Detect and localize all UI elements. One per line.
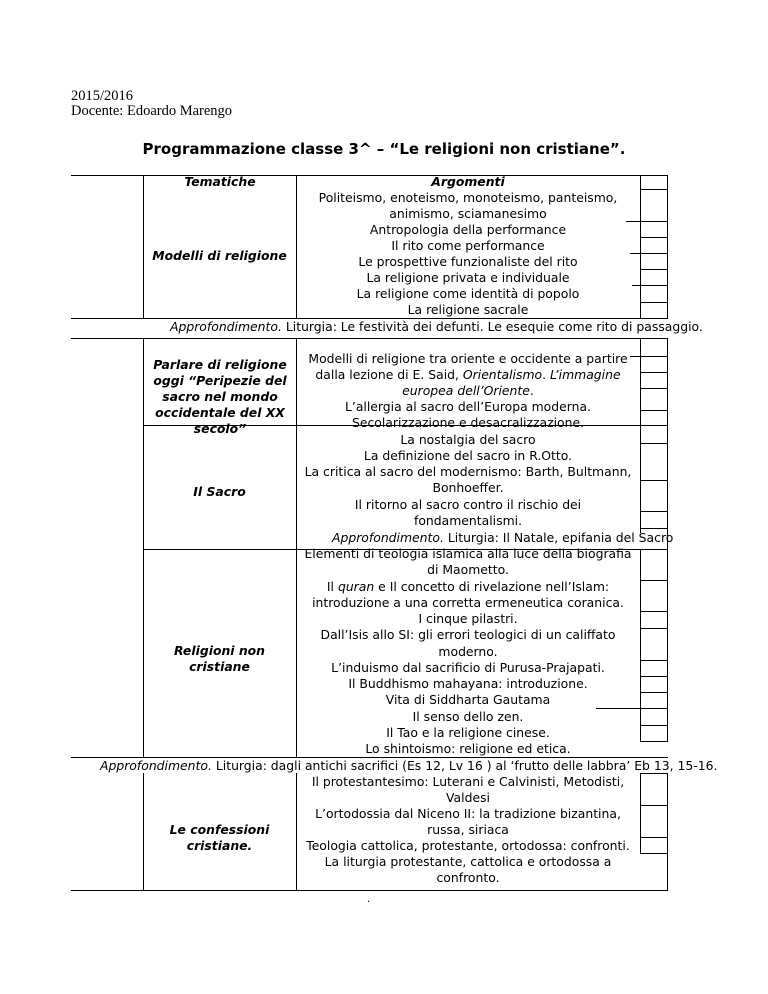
table-rule bbox=[143, 338, 144, 425]
table-rule bbox=[640, 175, 641, 318]
argument-line bbox=[315, 367, 620, 383]
argument-text: e Il concetto di rivelazione nell’Islam: bbox=[374, 579, 610, 594]
argument-line: I cinque pilastri. bbox=[418, 611, 518, 626]
table-rule bbox=[640, 805, 668, 806]
table-rule bbox=[632, 285, 668, 286]
table-rule bbox=[640, 443, 668, 444]
argument-line: Secolarizzazione e desacralizzazione. bbox=[351, 415, 585, 430]
table-rule bbox=[640, 338, 641, 425]
table-rule bbox=[296, 773, 297, 890]
table-rule bbox=[71, 175, 668, 176]
argument-text: . bbox=[529, 383, 534, 398]
argument-emphasis: europea dell’Oriente bbox=[402, 383, 530, 398]
argument-line: Valdesi bbox=[446, 790, 490, 805]
table-rule bbox=[640, 388, 668, 389]
table-rule bbox=[71, 890, 668, 891]
table-rule bbox=[640, 269, 668, 270]
table-rule bbox=[667, 175, 668, 318]
topic-parlare-di-religione-oggi: Parlare di religione oggi “Peripezie del sacro nel mondo occidentale del XX secolo” bbox=[153, 357, 287, 436]
table-rule bbox=[626, 221, 668, 222]
table-rule bbox=[296, 175, 297, 318]
argument-line: moderno. bbox=[438, 644, 498, 659]
argument-text: . bbox=[542, 367, 551, 382]
argument-line: L’induismo dal sacrificio di Purusa-Prajapati. bbox=[331, 660, 605, 675]
approfondimento-label: Approfondimento. bbox=[170, 319, 282, 334]
table-rule bbox=[296, 425, 297, 549]
column-header-argomenti: Argomenti bbox=[431, 174, 505, 189]
argument-line: Il protestantesimo: Luterani e Calvinisti, Metodisti, bbox=[311, 774, 625, 789]
argument-line: Elementi di teologia islamica alla luce della biografia bbox=[304, 546, 632, 561]
table-rule bbox=[640, 837, 668, 838]
table-rule bbox=[71, 338, 668, 339]
argument-line: Il rito come performance bbox=[391, 238, 545, 253]
argument-line: La religione sacrale bbox=[407, 302, 529, 317]
topic-modelli-di-religione: Modelli di religione bbox=[152, 248, 287, 263]
table-rule bbox=[640, 410, 668, 411]
argument-line: introduzione a una corretta ermeneutica coranica. bbox=[312, 595, 624, 610]
approfondimento-text: Liturgia: Le festività dei defunti. Le esequie come rito di passaggio. bbox=[281, 319, 703, 334]
argument-line: Vita di Siddharta Gautama bbox=[385, 692, 551, 707]
table-rule bbox=[296, 549, 297, 757]
argument-line: Politeismo, enoteismo, monoteismo, panteismo, bbox=[318, 190, 618, 205]
approfondimento-note bbox=[332, 530, 673, 546]
table-rule bbox=[630, 356, 668, 357]
argument-line bbox=[327, 579, 609, 595]
table-rule bbox=[143, 175, 144, 318]
table-rule bbox=[640, 628, 668, 629]
table-rule bbox=[640, 725, 668, 726]
table-rule bbox=[667, 549, 668, 741]
table-rule bbox=[640, 189, 668, 190]
approfondimento-label: Approfondimento. bbox=[100, 758, 212, 773]
argument-line: La liturgia protestante, cattolica e ortodossa a bbox=[324, 854, 612, 869]
table-rule bbox=[640, 237, 668, 238]
argument-line: Il ritorno al sacro contro il rischio dei bbox=[354, 497, 582, 512]
argument-emphasis: quran bbox=[337, 579, 375, 594]
argument-line: Antropologia della performance bbox=[369, 222, 567, 237]
teacher-name: Docente: Edoardo Marengo bbox=[71, 103, 233, 119]
argument-line: La religione privata e individuale bbox=[366, 270, 570, 285]
table-rule bbox=[640, 511, 668, 512]
argument-line: Il Tao e la religione cinese. bbox=[386, 725, 550, 740]
argument-line: Lo shintoismo: religione ed etica. bbox=[365, 741, 571, 756]
argument-line bbox=[402, 383, 534, 399]
topic-il-sacro: Il Sacro bbox=[193, 484, 246, 499]
argument-line: L’allergia al sacro dell’Europa moderna. bbox=[344, 399, 592, 414]
table-rule bbox=[640, 528, 668, 529]
table-rule bbox=[630, 253, 668, 254]
argument-line: russa, siriaca bbox=[427, 822, 509, 837]
approfondimento-text: Liturgia: dagli antichi sacrifici (Es 12, Lv 16 ) al ‘frutto delle labbra’ Eb 13, 15-16. bbox=[211, 758, 718, 773]
page-title: Programmazione classe 3^ – “Le religioni non cristiane”. bbox=[142, 140, 626, 158]
argument-text: Il bbox=[326, 579, 338, 594]
argument-line: Bonhoeffer. bbox=[432, 480, 504, 495]
argument-line: fondamentalismi. bbox=[413, 513, 523, 528]
table-rule bbox=[667, 773, 668, 890]
argument-line: di Maometto. bbox=[427, 562, 509, 577]
argument-line: Il Buddhismo mahayana: introduzione. bbox=[348, 676, 588, 691]
table-rule bbox=[640, 425, 641, 533]
table-rule bbox=[640, 660, 668, 661]
argument-line: confronto. bbox=[436, 870, 500, 885]
argument-line: animismo, sciamanesimo bbox=[389, 206, 547, 221]
table-rule bbox=[640, 302, 668, 303]
argument-emphasis: Orientalismo bbox=[462, 367, 543, 382]
footer-mark: . bbox=[367, 894, 371, 905]
approfondimento-text: Liturgia: Il Natale, epifania del Sacro bbox=[443, 530, 674, 545]
topic-le-confessioni-cristiane: Le confessioni cristiane. bbox=[169, 822, 270, 853]
argument-line: Modelli di religione tra oriente e occidente a partire bbox=[308, 351, 628, 366]
table-rule bbox=[640, 853, 668, 854]
table-rule bbox=[596, 708, 668, 709]
table-rule bbox=[296, 338, 297, 425]
table-rule bbox=[640, 480, 668, 481]
argument-text: dalla lezione di E. Said, bbox=[315, 367, 463, 382]
table-rule bbox=[640, 741, 668, 742]
argument-line: La nostalgia del sacro bbox=[400, 432, 536, 447]
table-rule bbox=[640, 549, 641, 741]
argument-line: Dall’Isis allo SI: gli errori teologici di un califfato bbox=[320, 627, 616, 642]
table-rule bbox=[640, 580, 668, 581]
column-header-tematiche: Tematiche bbox=[184, 174, 256, 189]
argument-line: Il senso dello zen. bbox=[412, 709, 524, 724]
table-rule bbox=[640, 773, 641, 853]
approfondimento-note bbox=[100, 758, 717, 774]
table-rule bbox=[640, 692, 668, 693]
table-rule bbox=[640, 372, 668, 373]
school-year: 2015/2016 bbox=[71, 88, 134, 104]
table-rule bbox=[667, 338, 668, 425]
argument-line: L’ortodossia dal Niceno II: la tradizione bizantina, bbox=[315, 806, 621, 821]
argument-line: La critica al sacro del modernismo: Barth, Bultmann, bbox=[304, 464, 632, 479]
argument-line: La definizione del sacro in R.Otto. bbox=[363, 448, 573, 463]
argument-emphasis: L’immagine bbox=[550, 367, 621, 382]
argument-line: Le prospettive funzionaliste del rito bbox=[358, 254, 578, 269]
approfondimento-note bbox=[170, 319, 703, 335]
topic-religioni-non-cristiane: Religioni non cristiane bbox=[174, 643, 265, 674]
argument-line: La religione come identità di popolo bbox=[356, 286, 580, 301]
argument-line: Teologia cattolica, protestante, ortodossa: confronti. bbox=[306, 838, 630, 853]
table-rule bbox=[640, 611, 668, 612]
table-rule bbox=[640, 676, 668, 677]
approfondimento-label: Approfondimento. bbox=[332, 530, 444, 545]
